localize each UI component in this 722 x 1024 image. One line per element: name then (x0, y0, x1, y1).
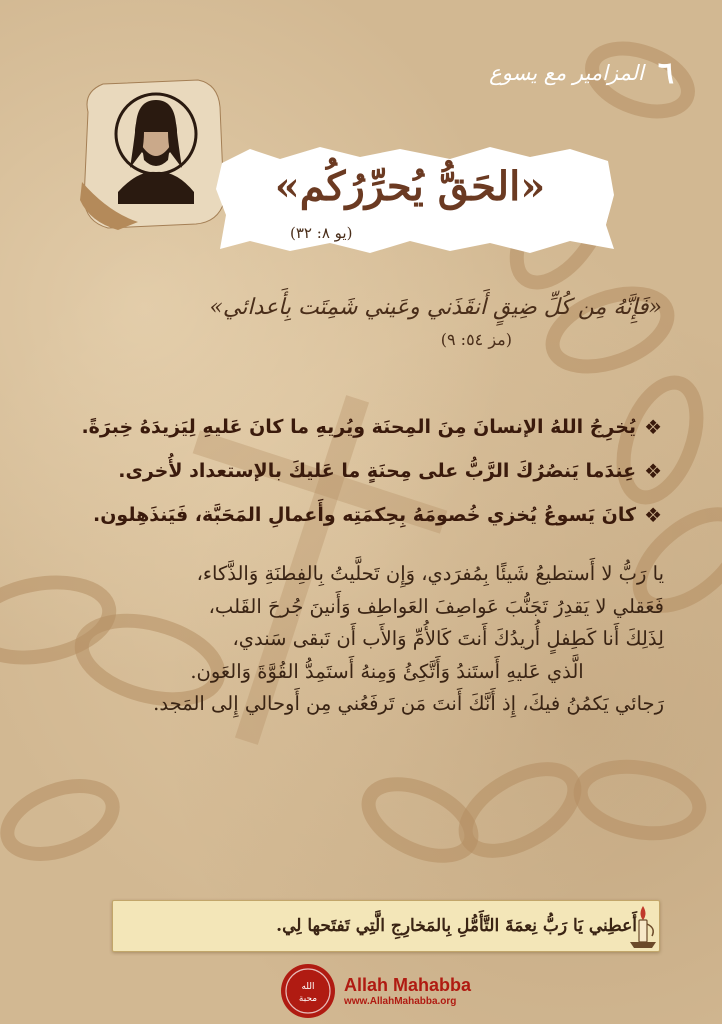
candle-icon (622, 902, 664, 954)
psalm-verse (60, 290, 662, 349)
christ-icon-card (78, 72, 228, 232)
brand-name: Allah Mahabba (344, 975, 472, 995)
point-text: يُخرِجُ اللهُ الإنسانَ مِنَ المِحنَة ويُريهِ ما كانَ عَليهِ لِيَزيدَهُ خِبرَةً. (81, 416, 637, 438)
bullet-icon: ❖ (644, 459, 662, 483)
prayer-line: رَجائي يَكمُنُ فيكَ، إِذ أَنَّكَ أَنتَ مَن تَرفَعُني مِن أَوحالي إِلى المَجد. (153, 692, 664, 715)
banner-text: أَعطِني يَا رَبُّ نِعمَةَ التَّأَمُّلِ بِالمَخارِجِ الَّتِي تَفتَحها لِي. (276, 916, 637, 936)
verse-text: «فَإِنَّهُ مِن كُلِّ ضِيقٍ أَنقَذَني وعَيني شَمِتَت بِأَعدائي» (209, 295, 662, 320)
prayer-banner (112, 900, 660, 952)
logo-text: الله (301, 982, 315, 992)
bullet-icon: ❖ (644, 503, 662, 527)
brand-url[interactable]: www.AllahMahabba.org (344, 996, 457, 1007)
logo-text: محبة (298, 994, 318, 1004)
prayer-line: الَّذي عَليهِ أَستَندُ وَأَتَّكِئُ وَمِنهُ أَستَمِدُّ القُوَّةَ وَالعَون. (190, 659, 584, 683)
prayer-line: فَعَقلي لا يَقدِرُ تَجَنُّبَ عَواصِفَ العَواطِف وَأَنينَ جُرحَ القَلب، (208, 594, 664, 618)
prayer-line: لِذَلِكَ أَنا كَطِفلٍ أُريدُكَ أَنتَ كَالأُمِّ وَالأَب أَن تَبقى سَندي، (232, 627, 664, 650)
point-text: كانَ يَسوعُ يُخزي خُصومَهُ بِحِكمَتِه وأَعمالِ المَحَبَّة، فَيَنذَهِلون. (92, 504, 637, 526)
reflection-points (40, 405, 662, 537)
main-title: «الحَقُّ يُحرِّرُكُم» (274, 163, 546, 210)
logo-icon (280, 963, 336, 1019)
christ-icon (78, 72, 228, 232)
point-text: عِندَما يَنصُرُكَ الرَّبُّ على مِحنَةٍ ما عَليكَ بالإستعداد لأُخرى. (118, 460, 637, 482)
page-header (360, 48, 674, 98)
title-reference: (يو ٨: ٣٢) (290, 224, 353, 242)
list-item (40, 405, 662, 449)
brand (344, 975, 471, 1007)
bullet-icon: ❖ (644, 415, 662, 439)
page-number: ٦ (657, 55, 674, 91)
series-title: المزامير مع يسوع (489, 61, 644, 85)
prayer (70, 558, 664, 721)
prayer-line: يا رَبُّ لا أَستطيعُ شَيئًا بِمُفرَدي، وَإِن تَحلَّيتُ بِالفِطنَةِ وَالذَّكاء، (196, 562, 664, 585)
verse-reference: (مز ٥٤: ٩) (440, 330, 512, 349)
title-block (210, 152, 610, 252)
list-item (40, 493, 662, 537)
list-item (40, 449, 662, 493)
footer-brand (280, 962, 520, 1020)
